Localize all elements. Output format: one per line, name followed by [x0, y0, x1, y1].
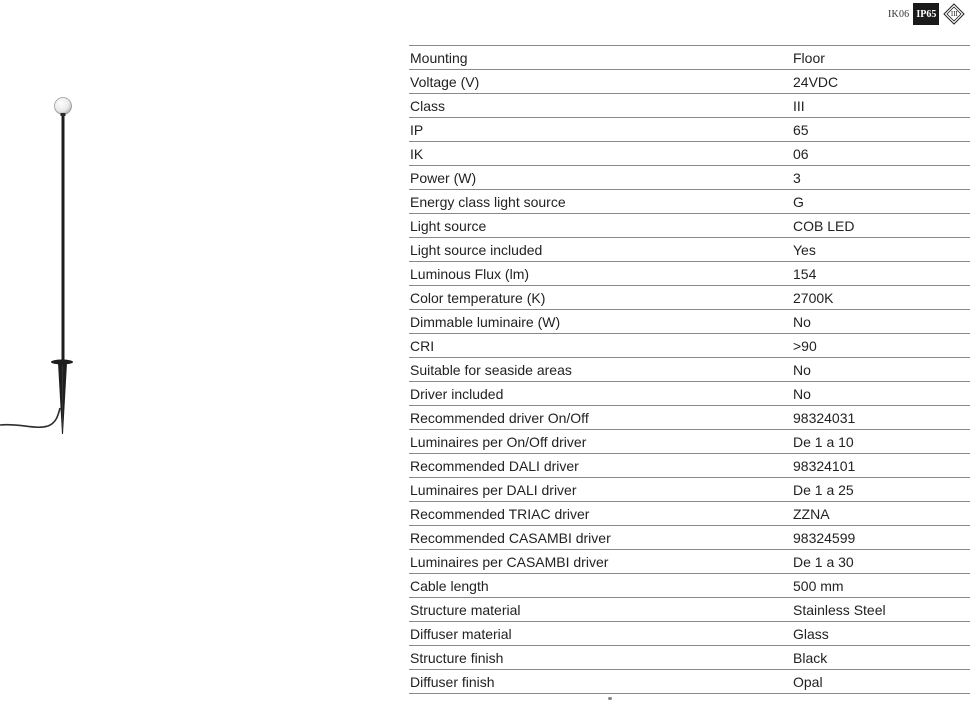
footer-mark — [608, 697, 612, 700]
spec-value: 65 — [792, 118, 970, 142]
spec-label: IP — [409, 118, 792, 142]
spec-label: Light source — [409, 214, 792, 238]
spec-row — [409, 550, 970, 574]
spec-row — [409, 70, 970, 94]
spec-label: Recommended DALI driver — [409, 454, 792, 478]
spec-row — [409, 646, 970, 670]
spec-value: 2700K — [792, 286, 970, 310]
spec-label: CRI — [409, 334, 792, 358]
spec-row — [409, 238, 970, 262]
spec-value: III — [792, 94, 970, 118]
spec-row — [409, 118, 970, 142]
spec-label: Luminaires per CASAMBI driver — [409, 550, 792, 574]
spec-row — [409, 430, 970, 454]
spec-row — [409, 478, 970, 502]
spec-label: Luminaires per DALI driver — [409, 478, 792, 502]
spec-label: Recommended TRIAC driver — [409, 502, 792, 526]
spec-row — [409, 670, 970, 694]
spec-value: No — [792, 382, 970, 406]
spec-table — [409, 45, 970, 694]
spec-row — [409, 622, 970, 646]
spec-label: Suitable for seaside areas — [409, 358, 792, 382]
spec-row — [409, 94, 970, 118]
spec-row — [409, 358, 970, 382]
spec-row — [409, 526, 970, 550]
spec-label: Cable length — [409, 574, 792, 598]
spec-value: 06 — [792, 142, 970, 166]
spec-row — [409, 190, 970, 214]
spec-value: 500 mm — [792, 574, 970, 598]
spec-value: 24VDC — [792, 70, 970, 94]
spec-label: Recommended driver On/Off — [409, 406, 792, 430]
spec-label: Power (W) — [409, 166, 792, 190]
spec-label: Recommended CASAMBI driver — [409, 526, 792, 550]
spec-label: Energy class light source — [409, 190, 792, 214]
spec-label: IK — [409, 142, 792, 166]
spec-row — [409, 382, 970, 406]
spec-value: 98324031 — [792, 406, 970, 430]
spec-row — [409, 262, 970, 286]
class-iii-label: III — [950, 10, 958, 18]
spec-label: Voltage (V) — [409, 70, 792, 94]
spec-row — [409, 334, 970, 358]
spec-row — [409, 310, 970, 334]
spec-row — [409, 46, 970, 70]
spec-row — [409, 166, 970, 190]
spec-row — [409, 214, 970, 238]
spec-value: 98324101 — [792, 454, 970, 478]
spec-value: Glass — [792, 622, 970, 646]
spec-row — [409, 142, 970, 166]
spec-value: 3 — [792, 166, 970, 190]
spec-value: No — [792, 310, 970, 334]
spec-label: Luminous Flux (lm) — [409, 262, 792, 286]
spec-value: Stainless Steel — [792, 598, 970, 622]
spec-value: >90 — [792, 334, 970, 358]
ip-rating-badge: IP65 — [913, 3, 939, 25]
spec-label: Structure material — [409, 598, 792, 622]
spec-label: Dimmable luminaire (W) — [409, 310, 792, 334]
spec-value: Floor — [792, 46, 970, 70]
spec-value: 154 — [792, 262, 970, 286]
spec-row — [409, 286, 970, 310]
certification-badges — [888, 3, 965, 25]
spec-label: Diffuser material — [409, 622, 792, 646]
spec-value: Opal — [792, 670, 970, 694]
spec-value: ZZNA — [792, 502, 970, 526]
spec-label: Structure finish — [409, 646, 792, 670]
spec-row — [409, 574, 970, 598]
product-image — [0, 90, 120, 445]
spec-value: Black — [792, 646, 970, 670]
spec-row — [409, 454, 970, 478]
spec-label: Diffuser finish — [409, 670, 792, 694]
spec-value: G — [792, 190, 970, 214]
spec-value: COB LED — [792, 214, 970, 238]
spec-value: 98324599 — [792, 526, 970, 550]
spec-row — [409, 502, 970, 526]
spec-label: Luminaires per On/Off driver — [409, 430, 792, 454]
bollard-spike-lamp-icon — [0, 90, 120, 440]
spec-value: No — [792, 358, 970, 382]
spec-row — [409, 598, 970, 622]
spec-label: Class — [409, 94, 792, 118]
class-iii-badge — [943, 3, 965, 25]
spec-value: De 1 a 10 — [792, 430, 970, 454]
ik-rating-badge: IK06 — [888, 8, 910, 20]
spec-label: Mounting — [409, 46, 792, 70]
spec-value: Yes — [792, 238, 970, 262]
spec-label: Color temperature (K) — [409, 286, 792, 310]
spec-row — [409, 406, 970, 430]
spec-value: De 1 a 25 — [792, 478, 970, 502]
spec-label: Light source included — [409, 238, 792, 262]
spec-value: De 1 a 30 — [792, 550, 970, 574]
spec-label: Driver included — [409, 382, 792, 406]
